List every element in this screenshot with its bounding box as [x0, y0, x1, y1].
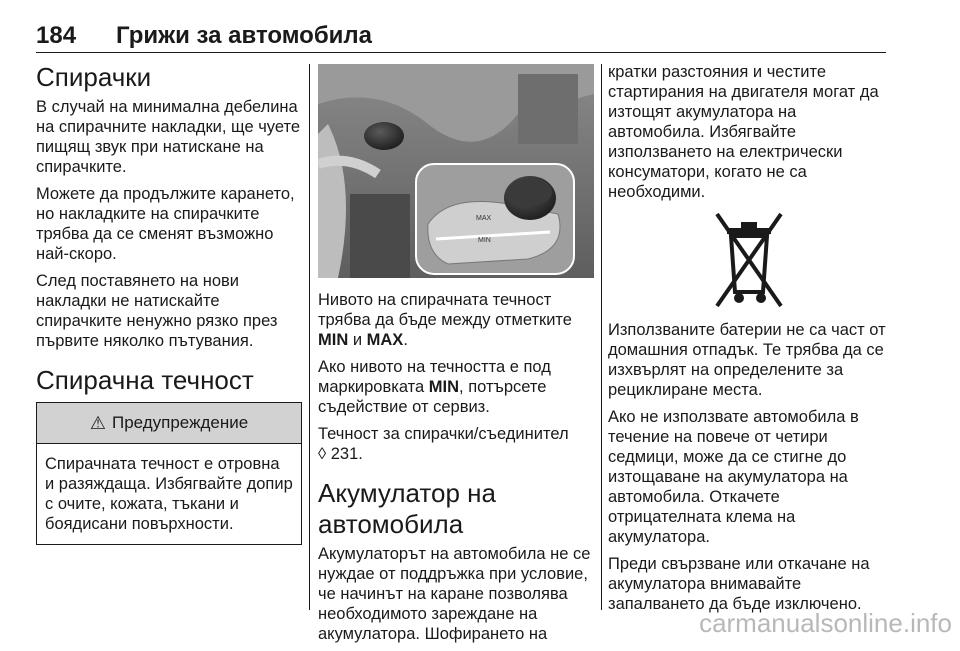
page-header — [36, 22, 886, 52]
label-max-text: MAX — [476, 215, 492, 222]
fluid-level-paragraph: Нивото на спирачната течност трябва да бъде между отметките MIN и MAX. — [318, 291, 572, 349]
low-level-paragraph: Ако нивото на течността е под маркировката MIN, потърсете съдействие от сервиз. — [318, 358, 551, 416]
column-3 — [608, 62, 890, 621]
column-divider-1 — [309, 64, 310, 610]
page-title: Грижи за автомобила — [116, 22, 373, 49]
ignition-paragraph: Преди свързване или откачане на акумулатора внимавайте запалването да бъде изключено. — [608, 555, 870, 613]
min-mark-2: MIN — [428, 378, 460, 396]
section-heading-brake-fluid: Спирачна течност — [36, 365, 254, 395]
warning-title: Предупреждение — [111, 413, 249, 432]
storage-paragraph: Ако не използвате автомобила в течение на повече от четири седмици, може да се стигне до изтощаване на акумулатора на автомобила. Откачете отрицателната клема на акумулатора. — [608, 408, 859, 546]
crossed-out-bin-icon — [608, 210, 890, 310]
section-heading-battery: Акумулатор на автомобила — [318, 478, 496, 539]
column-divider-2 — [601, 64, 602, 610]
brakes-paragraph-3: След поставянето на нови накладки не натискайте спирачките ненужно рязко през първите няколко пътувания. — [36, 272, 278, 350]
brake-fluid-reservoir-photo — [318, 64, 594, 278]
header-rule — [36, 52, 886, 53]
max-mark: MAX — [366, 331, 404, 349]
battery-paragraph-1: Акумулаторът на автомобила не се нуждае от поддръжка при условие, че начинът на каране позволява необходимото зареждане на акумулатора. Шофирането на — [318, 545, 591, 643]
min-mark: MIN — [318, 331, 349, 349]
column-2 — [318, 62, 594, 651]
reference-arrow-icon: ◊ — [318, 445, 327, 463]
reservoir-illustration — [318, 64, 594, 278]
warning-header — [37, 403, 301, 444]
brakes-paragraph-1: В случай на минимална дебелина на спирачните накладки, ще чуете пищящ звук при натискане на спирачките. — [36, 98, 301, 176]
label-min-text: MIN — [478, 237, 491, 244]
battery-paragraph-2: кратки разстояния и честите стартирания на двигателя могат да изтощят акумулатора на автомобила. Избягвайте използването на електрически консуматори, когато не са необходими. — [608, 63, 879, 201]
page-reference-link[interactable]: 231. — [330, 445, 363, 463]
warning-box — [36, 402, 302, 545]
column-1 — [36, 62, 302, 545]
warning-text: Спирачната течност е отровна и разяждаща. Избягвайте допир с очите, кожата, тъкани и боядисани повърхности. — [45, 455, 293, 533]
disposal-paragraph: Използваните батерии не са част от домашния отпадък. Те трябва да се изхвърлят на определените за рециклиране места. — [608, 321, 886, 399]
page-number: 184 — [36, 22, 77, 49]
watermark: carmanualsonline.info — [699, 608, 952, 638]
section-heading-brakes: Спирачки — [36, 62, 152, 92]
brakes-paragraph-2: Можете да продължите карането, но накладките на спирачките трябва да се сменят възможно най-скоро. — [36, 185, 295, 263]
warning-icon: ⚠ — [89, 412, 106, 433]
fluid-reference-paragraph: Течност за спирачки/съединител ◊ 231. — [318, 425, 569, 463]
